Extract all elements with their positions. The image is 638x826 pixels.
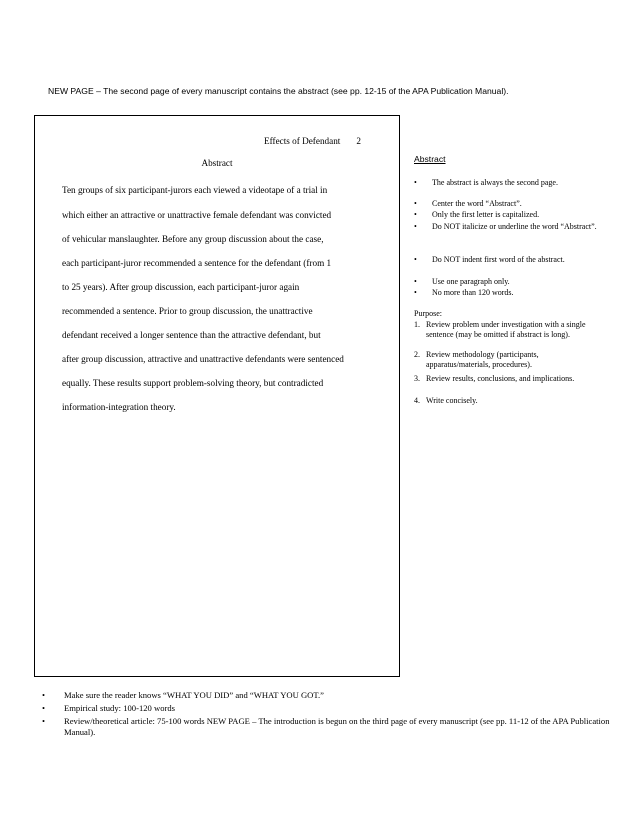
- abstract-line: to 25 years). After group discussion, each participant-juror again: [62, 282, 300, 292]
- bullet-icon: •: [414, 255, 417, 264]
- abstract-line: Ten groups of six participant-jurors each viewed a videotape of a trial in: [62, 185, 328, 195]
- abstract-line: defendant received a longer sentence than the attractive defendant, but: [62, 330, 321, 340]
- abstract-title: Abstract: [201, 158, 233, 168]
- abstract-line: of vehicular manslaughter. Before any group discussion about the case,: [62, 234, 324, 244]
- abstract-line: after group discussion, attractive and unattractive defendants were sentenced: [62, 354, 344, 364]
- bullet-icon: •: [414, 277, 417, 286]
- bullet-icon: •: [42, 716, 46, 726]
- abstract-line: each participant-juror recommended a sentence for the defendant (from 1: [62, 258, 332, 268]
- running-head: [264, 136, 361, 146]
- bullet-icon: •: [42, 703, 46, 713]
- purpose-heading: Purpose:: [414, 309, 442, 318]
- bullet-icon: •: [414, 210, 417, 219]
- sidebar-heading: Abstract: [414, 154, 446, 164]
- abstract-line: information-integration theory.: [62, 402, 176, 412]
- bullet-icon: •: [414, 222, 417, 231]
- manuscript-page: [34, 115, 400, 677]
- abstract-line: recommended a sentence. Prior to group discussion, the unattractive: [62, 306, 313, 316]
- abstract-line: which either an attractive or unattractive female defendant was convicted: [62, 210, 332, 220]
- bullet-icon: •: [414, 199, 417, 208]
- bullet-icon: •: [414, 288, 417, 297]
- page-number: 2: [356, 136, 361, 146]
- bullet-icon: •: [414, 178, 417, 187]
- abstract-line: equally. These results support problem-solving theory, but contradicted: [62, 378, 324, 388]
- bullet-icon: •: [42, 690, 46, 700]
- running-head-title: Effects of Defendant: [264, 136, 341, 146]
- header-note: NEW PAGE – The second page of every manuscript contains the abstract (see pp. 12-15 of the APA Publication Manual).: [48, 86, 509, 96]
